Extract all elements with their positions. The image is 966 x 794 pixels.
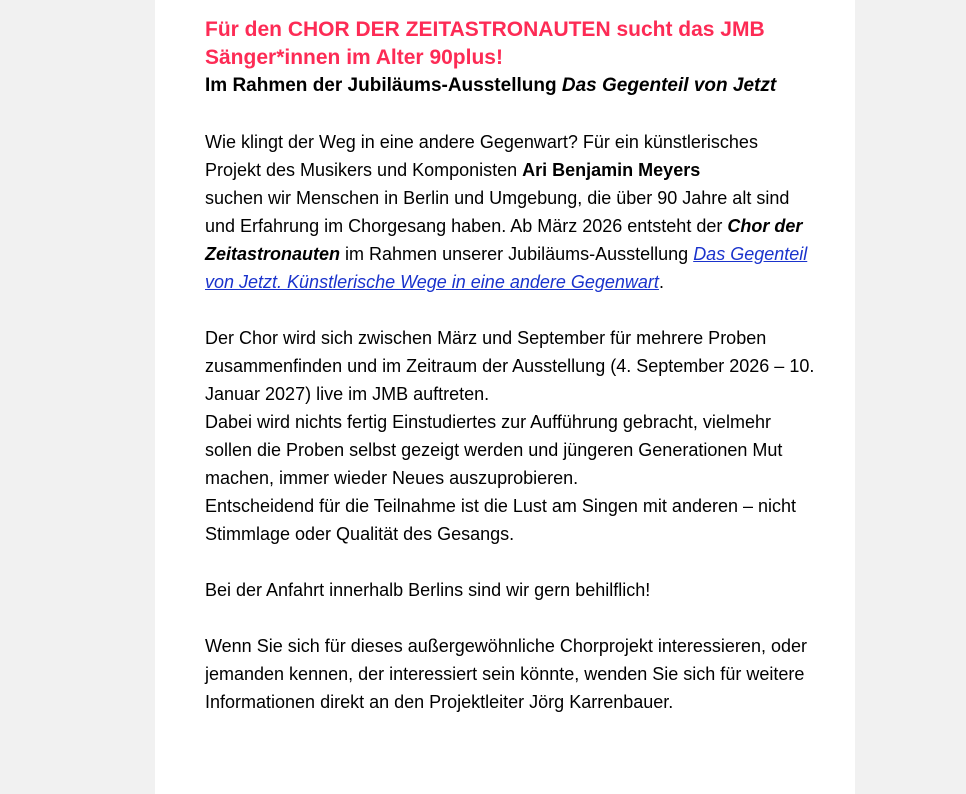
spacer [205, 100, 815, 128]
exhibition-link[interactable]: Das Gegenteil von Jetzt. Künstlerische Wege in eine andere Gegenwart [205, 244, 808, 292]
travel-paragraph: Bei der Anfahrt innerhalb Berlins sind wir gern behilflich! [205, 580, 651, 600]
artist-name: Ari Benjamin Meyers [522, 160, 701, 180]
details-paragraph [205, 324, 815, 548]
intro-after-text: im Rahmen unserer Jubiläums-Ausstellung [340, 244, 694, 264]
email-body [155, 0, 855, 794]
details-sentence-3: Entscheidend für die Teilnahme ist die Lust am Singen mit anderen – nicht Stimmlage oder Qualität des Gesangs. [205, 496, 797, 544]
subheadline [205, 72, 815, 100]
headline-line-2: Sänger*innen im Alter 90plus! [205, 46, 503, 69]
intro-paragraph [205, 128, 815, 296]
details-sentence-2: Dabei wird nichts fertig Einstudiertes zur Aufführung gebracht, vielmehr sollen die Proben selbst gezeigt werden und jüngeren Generationen Mut machen, immer wieder Neues auszuprobieren. [205, 412, 783, 488]
intro-middle-text: suchen wir Menschen in Berlin und Umgebung, die über 90 Jahre alt sind und Erfahrung im Chorgesang haben. Ab März 2026 entsteht der [205, 188, 790, 236]
subheadline-prefix: Im Rahmen der Jubiläums-Ausstellung [205, 75, 562, 96]
headline [205, 16, 815, 72]
contact-paragraph: Wenn Sie sich für dieses außergewöhnliche Chorprojekt interessieren, oder jemanden kennen, der interessiert sein könnte, wenden Sie sich für weitere Informationen direkt an den Projektleiter Jörg Karrenbauer. [205, 636, 807, 712]
intro-end: . [658, 272, 664, 292]
details-sentence-1: Der Chor wird sich zwischen März und September für mehrere Proben zusammenfinden und im Zeitraum der Ausstellung (4. September 2026 – 10. Januar 2027) live im JMB auftreten. [205, 328, 815, 404]
exhibition-title: Das Gegenteil von Jetzt [561, 75, 777, 96]
email-content [205, 16, 815, 744]
headline-line-1: Für den CHOR DER ZEITASTRONAUTEN sucht das JMB [205, 18, 765, 41]
intro-text: Wie klingt der Weg in eine andere Gegenwart? Für ein künstlerisches Projekt des Musikers und Komponisten [205, 132, 758, 180]
choir-name: Chor der Zeitastronauten [205, 216, 803, 264]
